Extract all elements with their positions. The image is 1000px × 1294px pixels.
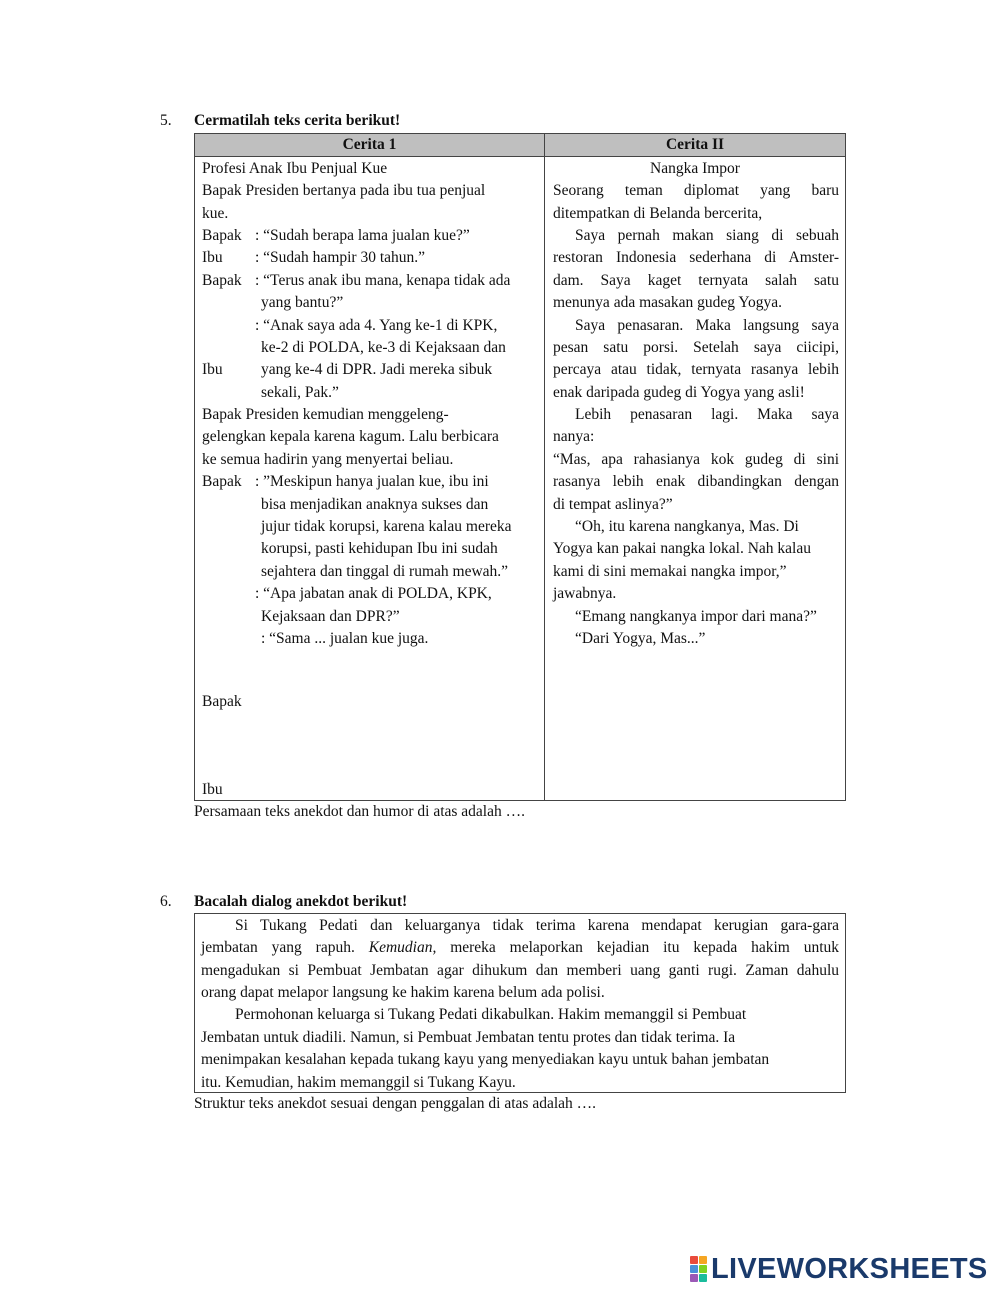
story-1-title: Profesi Anak Ibu Penjual Kue [202,160,388,177]
dialog-line: : “Sama ... jualan kue juga. [261,630,429,647]
logo-tile [699,1274,707,1282]
story-1-cell [194,156,545,801]
dialog-line: : ”Meskipun hanya jualan kue, ibu ini [255,473,489,490]
logo-tile [699,1256,707,1264]
story-2-line: ditempatkan di Belanda bercerita, [553,205,763,222]
story-2-line: Lebih penasaran lagi. Maka saya [575,406,839,423]
story-2-line: dam. Saya kaget ternyata salah satu [553,272,839,289]
logo-tile [690,1274,698,1282]
dialog-line: yang bantu?” [261,294,344,311]
logo-tiles-icon [690,1256,708,1282]
dialog-line: : “Sudah hampir 30 tahun.” [255,249,426,266]
dialog-line: bisa menjadikan anaknya sukses dan [261,496,489,513]
speaker-label: Ibu [202,361,223,378]
question-number-5: 5. [160,112,172,129]
story-2-line: jawabnya. [553,585,617,602]
question-5-prompt: Persamaan teks anekdot dan humor di atas adalah …. [194,803,525,820]
anecdote-line: Jembatan untuk diadili. Namun, si Pembuat Jembatan tentu protes dan tidak terima. Ia [201,1029,736,1046]
story-2-line: “Mas, apa rahasianya kok gudeg di sini [553,451,839,468]
speaker-label: Ibu [202,249,223,266]
dialog-line: sejahtera dan tinggal di rumah mewah.” [261,563,509,580]
dialog-line: korupsi, pasti kehidupan Ibu ini sudah [261,540,498,557]
question-5-instruction: Cermatilah teks cerita berikut! [194,112,401,129]
anecdote-line: Si Tukang Pedati dan keluarganya tidak terima karena mendapat kerugian gara-gara [235,917,839,934]
dialog-line: : “Apa jabatan anak di POLDA, KPK, [255,585,492,602]
dialog-line: ke-2 di POLDA, ke-3 di Kejaksaan dan [261,339,506,356]
story-2-line: percaya atau tidak, ternyata rasanya lebih [553,361,839,378]
question-6-prompt: Struktur teks anekdot sesuai dengan penggalan di atas adalah …. [194,1095,597,1112]
story-2-line: restoran Indonesia sederhana di Amster- [553,249,839,266]
anecdote-line: menimpakan kesalahan kepada tukang kayu yang menyediakan kayu untuk bahan jembatan [201,1051,770,1068]
story-1-narration: Bapak Presiden kemudian menggeleng- [202,406,449,423]
logo-tile [690,1256,698,1264]
story-2-line: “Emang nangkanya impor dari mana?” [575,608,817,625]
speaker-label: Bapak [202,227,242,244]
anecdote-line: Permohonan keluarga si Tukang Pedati dikabulkan. Hakim memanggil si Pembuat [235,1006,747,1023]
story-2-line: Saya pernah makan siang di sebuah [575,227,839,244]
story-2-line: rasanya lebih enak dibandingkan dengan [553,473,839,490]
logo-tile [699,1265,707,1273]
story-2-line: Seorang teman diplomat yang baru [553,182,839,199]
dialog-line: jujur tidak korupsi, karena kalau mereka [261,518,512,535]
speaker-label: Bapak [202,272,242,289]
story-1-narration: kue. [202,205,229,222]
logo-text: LIVEWORKSHEETS [711,1252,988,1285]
dialog-line: yang ke-4 di DPR. Jadi mereka sibuk [261,361,493,378]
story-1-narration: Bapak Presiden bertanya pada ibu tua penjual [202,182,486,199]
dialog-line: Kejaksaan dan DPR?” [261,608,400,625]
anecdote-segment: mereka melaporkan kejadian itu kepada hakim untuk [450,939,840,956]
anecdote-italic-word: Kemudian, [368,939,437,956]
story-2-line: Saya penasaran. Maka langsung saya [575,317,839,334]
story-2-line: menunya ada masakan gudeg Yogya. [553,294,783,311]
story-2-line: “Dari Yogya, Mas...” [575,630,706,647]
anecdote-line: orang dapat melapor langsung ke hakim karena belum ada polisi. [201,984,605,1001]
anecdote-excerpt-box [194,913,846,1093]
story-2-line: enak daripada gudeg di Yogya yang asli! [553,384,805,401]
story-2-line: Yogya kan pakai nangka lokal. Nah kalau [553,540,811,557]
anecdote-line [195,937,839,959]
speaker-label: Bapak [202,693,242,710]
anecdote-segment: jembatan yang rapuh. [201,939,355,956]
story-1-narration: ke semua hadirin yang menyertai beliau. [202,451,454,468]
dialog-line: : “Sudah berapa lama jualan kue?” [255,227,470,244]
story-1-narration: gelengkan kepala karena kagum. Lalu berbicara [202,428,499,445]
speaker-label: Bapak [202,473,242,490]
story-2-line: di tempat aslinya?” [553,496,673,513]
question-6-instruction: Bacalah dialog anekdot berikut! [194,893,408,910]
story-2-line: nanya: [553,428,595,445]
dialog-line: sekali, Pak.” [261,384,339,401]
table-header-story-2: Cerita II [544,133,846,157]
table-header-story-1: Cerita 1 [194,133,545,157]
story-2-line: kami di sini memakai nangka impor,” [553,563,787,580]
story-2-line: pesan satu porsi. Setelah saya ciicipi, [553,339,839,356]
anecdote-line: mengadukan si Pembuat Jembatan agar dihukum dan memberi uang ganti rugi. Zaman dahulu [201,962,839,979]
story-2-title: Nangka Impor [650,160,740,177]
story-2-cell [544,156,846,801]
logo-tile [690,1265,698,1273]
question-number-6: 6. [160,893,172,910]
story-2-line: “Oh, itu karena nangkanya, Mas. Di [575,518,799,535]
dialog-line: : “Terus anak ibu mana, kenapa tidak ada [255,272,511,289]
story-comparison-table [194,133,846,801]
anecdote-line: itu. Kemudian, hakim memanggil si Tukang Kayu. [201,1074,516,1091]
liveworksheets-logo [690,1254,988,1284]
speaker-label: Ibu [202,781,223,798]
dialog-line: : “Anak saya ada 4. Yang ke-1 di KPK, [255,317,498,334]
